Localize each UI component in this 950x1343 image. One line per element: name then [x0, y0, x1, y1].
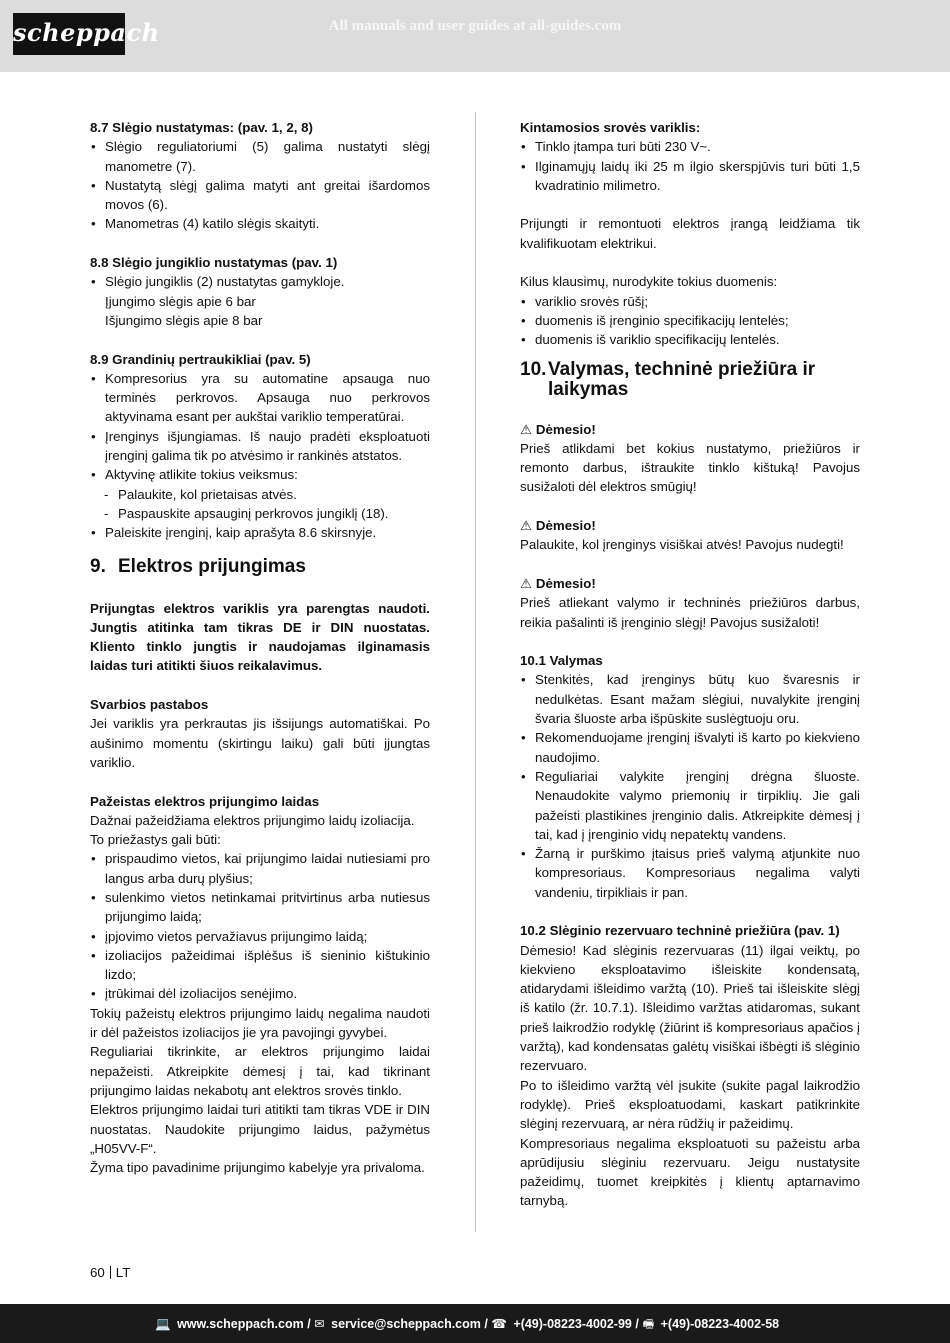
questions-list	[520, 292, 860, 350]
notes-title: Svarbios pastabos	[90, 697, 209, 713]
cable-paragraph: Tokių pažeistų elektros prijungimo laidų negalima naudoti ir dėl pažeistos izoliacijos jie yra pavojingi gyvybei.	[90, 1005, 430, 1041]
list-item: • Tinklo įtampa turi būti 230 V~.	[520, 137, 860, 156]
warning-label: Dėmesio!	[535, 421, 596, 437]
section-10-1-list	[520, 670, 860, 902]
mail-icon: ✉	[314, 1317, 325, 1331]
cable-causes-intro: To priežastys gali būti:	[90, 832, 221, 848]
section-10-2-title: 10.2 Slėginio rezervuaro techninė priežiūra (pav. 1)	[520, 923, 840, 939]
page-number-value: 60	[90, 1265, 105, 1280]
page-header	[0, 0, 950, 72]
phone-icon: ☎	[491, 1317, 507, 1331]
warning-heading	[520, 516, 860, 535]
warning-heading	[520, 420, 860, 439]
list-item: • Paleiskite įrenginį, kaip aprašyta 8.6 skirsnyje.	[90, 523, 430, 542]
sub-list-item: - Paspauskite apsauginį perkrovos jungiklį (18).	[90, 504, 430, 523]
sub-list-item: - Palaukite, kol prietaisas atvės.	[90, 485, 430, 504]
section-8-8-list	[90, 272, 430, 291]
footer-email: service@scheppach.com /	[331, 1317, 488, 1331]
warning-heading	[520, 574, 860, 593]
repair-text: Prijungti ir remontuoti elektros įrangą leidžiama tik kvalifikuotam elektrikui.	[520, 216, 860, 251]
watermark: All manuals and user guides at all-guides.com	[328, 18, 622, 34]
list-item: • Ilginamųjų laidų iki 25 m ilgio skerspjūvis turi būti 1,5 kvadratinio milimetro.	[520, 157, 860, 196]
warning-icon: ⚠	[520, 518, 532, 534]
section-10-heading	[520, 360, 860, 400]
section-8-8-title: 8.8 Slėgio jungiklio nustatymas (pav. 1)	[90, 255, 338, 271]
section-8-9-list	[90, 369, 430, 543]
computer-icon: 💻	[155, 1317, 171, 1331]
list-item: • Slėgio reguliatoriumi (5) galima nustatyti slėgį manometre (7).	[90, 137, 430, 176]
list-item: • Slėgio jungiklis (2) nustatytas gamykloje.	[90, 272, 430, 291]
list-item: • įtrūkimai dėl izoliacijos senėjimo.	[90, 984, 430, 1003]
list-item: • prispaudimo vietos, kai prijungimo laidai nutiesiami pro langus arba durų plyšius;	[90, 849, 430, 888]
section-10-2-paragraph: Kompresoriaus negalima eksploatuoti su pažeistu arba aprūdijusiu slėginiu rezervuaru. Jeigu nustatysite pažeidimų, tuomet kreipkitės į klientų aptarnavimo tarnybą.	[520, 1135, 860, 1209]
section-8-7-title: 8.7 Slėgio nustatymas: (pav. 1, 2, 8)	[90, 120, 313, 135]
list-item: • Manometras (4) katilo slėgis skaityti.	[90, 214, 430, 233]
switch-off-pressure: Išjungimo slėgis apie 8 bar	[105, 312, 263, 328]
questions-text: Kilus klausimų, nurodykite tokius duomenis:	[520, 274, 778, 290]
footer-phone: +(49)-08223-4002-99 /	[513, 1317, 639, 1331]
list-item: • Įrenginys išjungiamas. Iš naujo pradėti eksploatuoti įrenginį galima tik po atvėsimo ir rankinės atstatos.	[90, 427, 430, 466]
list-item: • duomenis iš įrenginio specifikacijų lentelės;	[520, 311, 860, 330]
section-10-1-title: 10.1 Valymas	[520, 653, 603, 669]
list-item: • Kompresorius yra su automatine apsauga nuo terminės perkrovos. Apsauga nuo perkrovos aktyvinama esant per aukštai variklio temperatūrai.	[90, 369, 430, 427]
warning-icon: ⚠	[520, 575, 532, 591]
cable-paragraph: Reguliariai tikrinkite, ar elektros prijungimo laidai nepažeisti. Atkreipkite dėmesį į tai, kad tikrinant prijungimo laidas nekabotų ant elektros srovės tinklo.	[90, 1044, 430, 1098]
section-10-2-paragraph: Po to išleidimo varžtą vėl įsukite (sukite pagal laikrodžio rodyklę). Prieš eksploatuodami, kaskart patikrinkite slėginį rezervuarą, ar nėra rūdžių ir pažeidimų.	[520, 1077, 860, 1132]
page-footer	[0, 1304, 950, 1343]
cable-paragraph: Žyma tipo pavadinime prijungimo kabelyje yra privaloma.	[90, 1160, 425, 1176]
ac-motor-title: Kintamosios srovės variklis:	[520, 120, 701, 135]
notes-text: Jei variklis yra perkrautas jis išsijungs automatiškai. Po aušinimo momentu (skirtingu laiku) gali būti įjungtas variklio.	[90, 716, 430, 770]
page-number-separator	[110, 1266, 111, 1279]
list-item: • Stenkitės, kad įrenginys būtų kuo švaresnis ir nedulkėtas. Esant mažam slėgiui, nuvalykite įrenginį švaria šluoste arba išpūskite suslėgtuoju oru.	[520, 670, 860, 728]
cable-title: Pažeistas elektros prijungimo laidas	[90, 793, 320, 809]
warning-icon: ⚠	[520, 421, 532, 437]
switch-on-pressure: Įjungimo slėgis apie 6 bar	[105, 293, 256, 309]
section-8-9-title: 8.9 Grandinių pertraukikliai (pav. 5)	[90, 351, 311, 367]
section-10-2-paragraph: Dėmesio! Kad slėginis rezervuaras (11) ilgai veiktų, po kiekvieno eksploatavimo išleiskite kondensatą, atidarydami išleidimo varžtą (10). Prieš tai išleiskite slėgį iš katilo (žr. 10.7.1). Išleidimo varžtas atidaromas, sukant prieš laikrodžio rodyklę (žiūrint iš kompresoriaus apačios į varžtą), kad kondensatas galėtų visiškai išbėgti iš slėginio rezervuaro.	[520, 942, 860, 1074]
section-10-title: Valymas, techninė priežiūra ir laikymas	[548, 358, 816, 400]
warning-label: Dėmesio!	[535, 518, 596, 534]
ac-motor-list	[520, 137, 860, 195]
list-item: • izoliacijos pažeidimai išplėšus iš sieninio kištukinio lizdo;	[90, 946, 430, 985]
section-9-intro: Prijungtas elektros variklis yra parengtas naudoti. Jungtis atitinka tam tikras DE ir DIN nuostatas. Kliento tinklo jungtis ir naudojamas ilginamasis laidas turi atitikti šiuos reikalavimus.	[90, 600, 430, 674]
footer-website: www.scheppach.com /	[177, 1317, 311, 1331]
fax-icon: 🖷	[642, 1317, 655, 1331]
list-item: • įpjovimo vietos pervažiavus prijungimo laidą;	[90, 927, 430, 946]
section-8-7-list	[90, 137, 430, 233]
cable-causes-list	[90, 849, 430, 1003]
page-language: LT	[115, 1265, 131, 1280]
list-item: • variklio srovės rūšį;	[520, 292, 860, 311]
right-column	[520, 118, 860, 1211]
list-item: • Reguliariai valykite įrenginį drėgna šluoste. Nenaudokite valymo priemonių ir tirpiklių. Jie gali pažeisti plastikines įrenginio dalis. Atkreipkite dėmesį į tai, kad į įrenginio vidų nepatektų vandens.	[520, 767, 860, 844]
list-item: • Aktyvinę atlikite tokius veiksmus:	[90, 465, 430, 484]
left-column	[90, 118, 430, 1177]
list-item: • Rekomenduojame įrenginį išvalyti iš karto po kiekvieno naudojimo.	[520, 728, 860, 767]
column-divider	[475, 112, 476, 1232]
section-10-number: 10.	[520, 358, 547, 380]
warning-text: Palaukite, kol įrenginys visiškai atvės! Pavojus nudegti!	[520, 537, 844, 553]
list-item: • duomenis iš variklio specifikacijų lentelės.	[520, 330, 860, 349]
section-9-number: 9.	[90, 555, 106, 577]
footer-fax: +(49)-08223-4002-58	[660, 1317, 780, 1331]
section-9-title: Elektros prijungimas	[118, 555, 306, 577]
section-9-heading	[90, 557, 430, 577]
warning-label: Dėmesio!	[535, 575, 596, 591]
cable-paragraph: Elektros prijungimo laidai turi atitikti tam tikras VDE ir DIN nuostatas. Naudokite prijungimo laidus, pažymėtus „H05VV-F“.	[90, 1102, 430, 1156]
list-item: • Nustatytą slėgį galima matyti ant greitai išardomos movos (6).	[90, 176, 430, 215]
footer-contacts	[155, 1315, 779, 1336]
warning-text: Prieš atliekant valymo ir techninės priežiūros darbus, reikia pašalinti iš įrenginio slėgį! Pavojus susižaloti!	[520, 595, 860, 630]
warning-text: Prieš atlikdami bet kokius nustatymo, priežiūros ir remonto darbus, ištraukite tinklo kištuką! Pavojus susižaloti dėl elektros smūgių!	[520, 440, 860, 495]
list-item: • Žarną ir purškimo įtaisus prieš valymą atjunkite nuo kompresoriaus. Kompresoriaus negalima valyti vandeniu, tirpikliais ir pan.	[520, 844, 860, 902]
scheppach-logo: scheppach	[13, 13, 125, 55]
page-number	[90, 1265, 130, 1280]
list-item: • sulenkimo vietos netinkamai pritvirtinus arba nutiesus prijungimo laidą;	[90, 888, 430, 927]
cable-text: Dažnai pažeidžiama elektros prijungimo laidų izoliacija.	[90, 812, 415, 828]
